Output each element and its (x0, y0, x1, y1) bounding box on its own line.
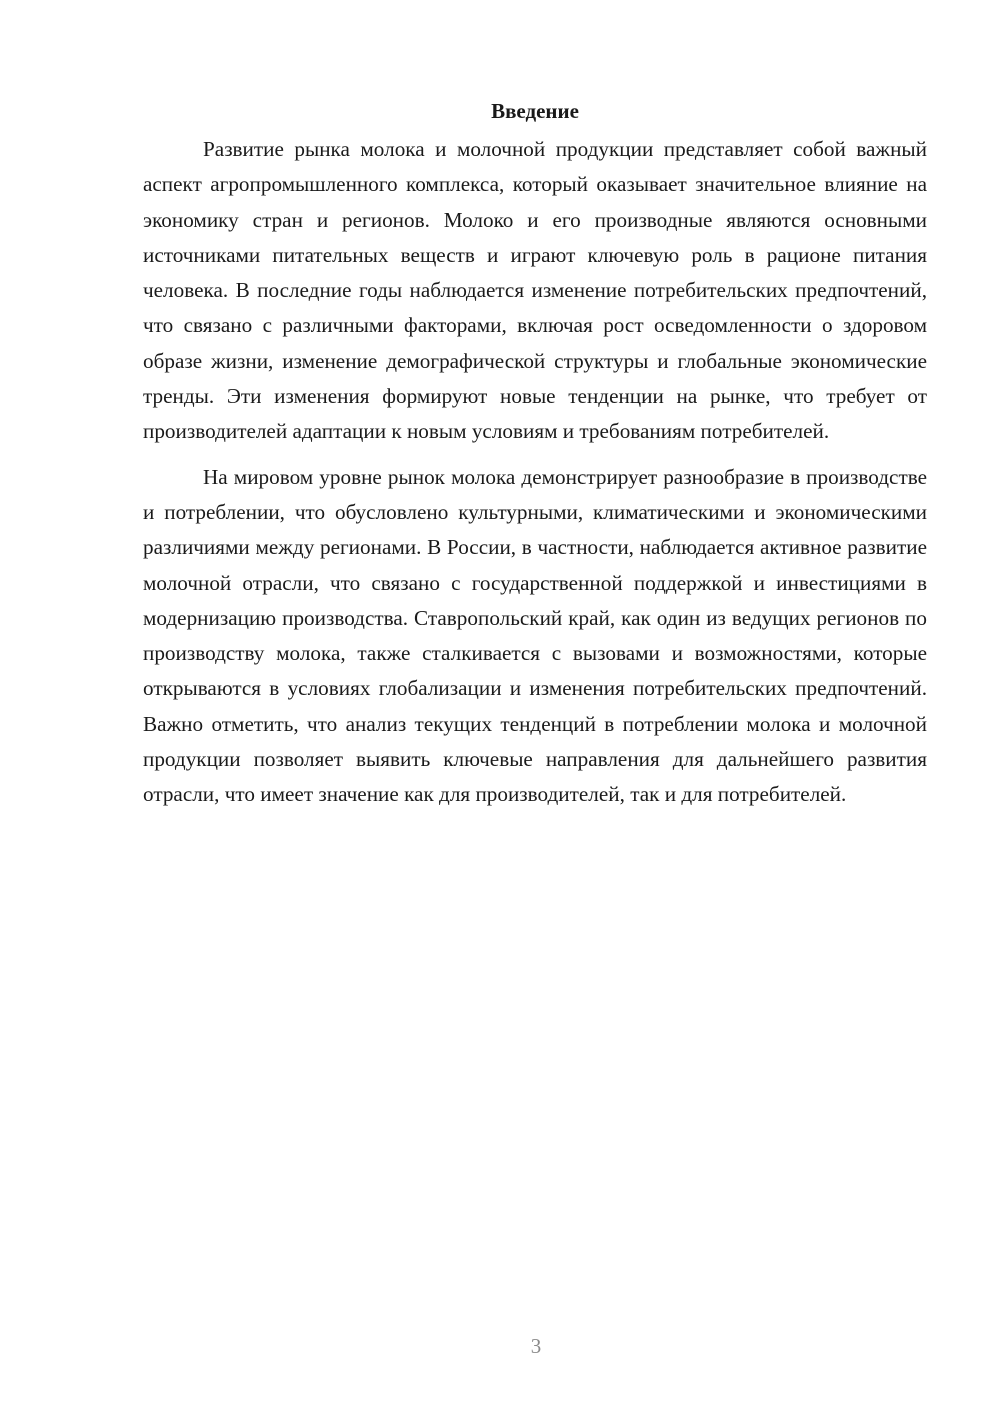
paragraph-1: Развитие рынка молока и молочной продукции представляет собой важный аспект агропромышленного комплекса, который оказывает значительное влияние на экономику стран и регионов. Молоко и его производные являются основными источниками питательных веществ и играют ключевую роль в рационе питания человека. В последние годы наблюдается изменение потребительских предпочтений, что связано с различными факторами, включая рост осведомленности о здоровом образе жизни, изменение демографической структуры и глобальные экономические тренды. Эти изменения формируют новые тенденции на рынке, что требует от производителей адаптации к новым условиям и требованиям потребителей. (143, 137, 927, 444)
paragraph-2: На мировом уровне рынок молока демонстрирует разнообразие в производстве и потреблении, что обусловлено культурными, климатическими и экономическими различиями между регионами. В России, в частности, наблюдается активное развитие молочной отрасли, что связано с государственной поддержкой и инвестициями в модернизацию производства. Ставропольский край, как один из ведущих регионов по производству молока, также сталкивается с вызовами и возможностями, которые открываются в условиях глобализации и изменения потребительских предпочтений. Важно отметить, что анализ текущих тенденций в потреблении молока и молочной продукции позволяет выявить ключевые направления для дальнейшего развития отрасли, что имеет значение как для производителей, так и для потребителей. (143, 464, 927, 807)
page-number: 3 (530, 1334, 542, 1358)
page-content (143, 96, 927, 813)
section-title: Введение (491, 99, 579, 123)
